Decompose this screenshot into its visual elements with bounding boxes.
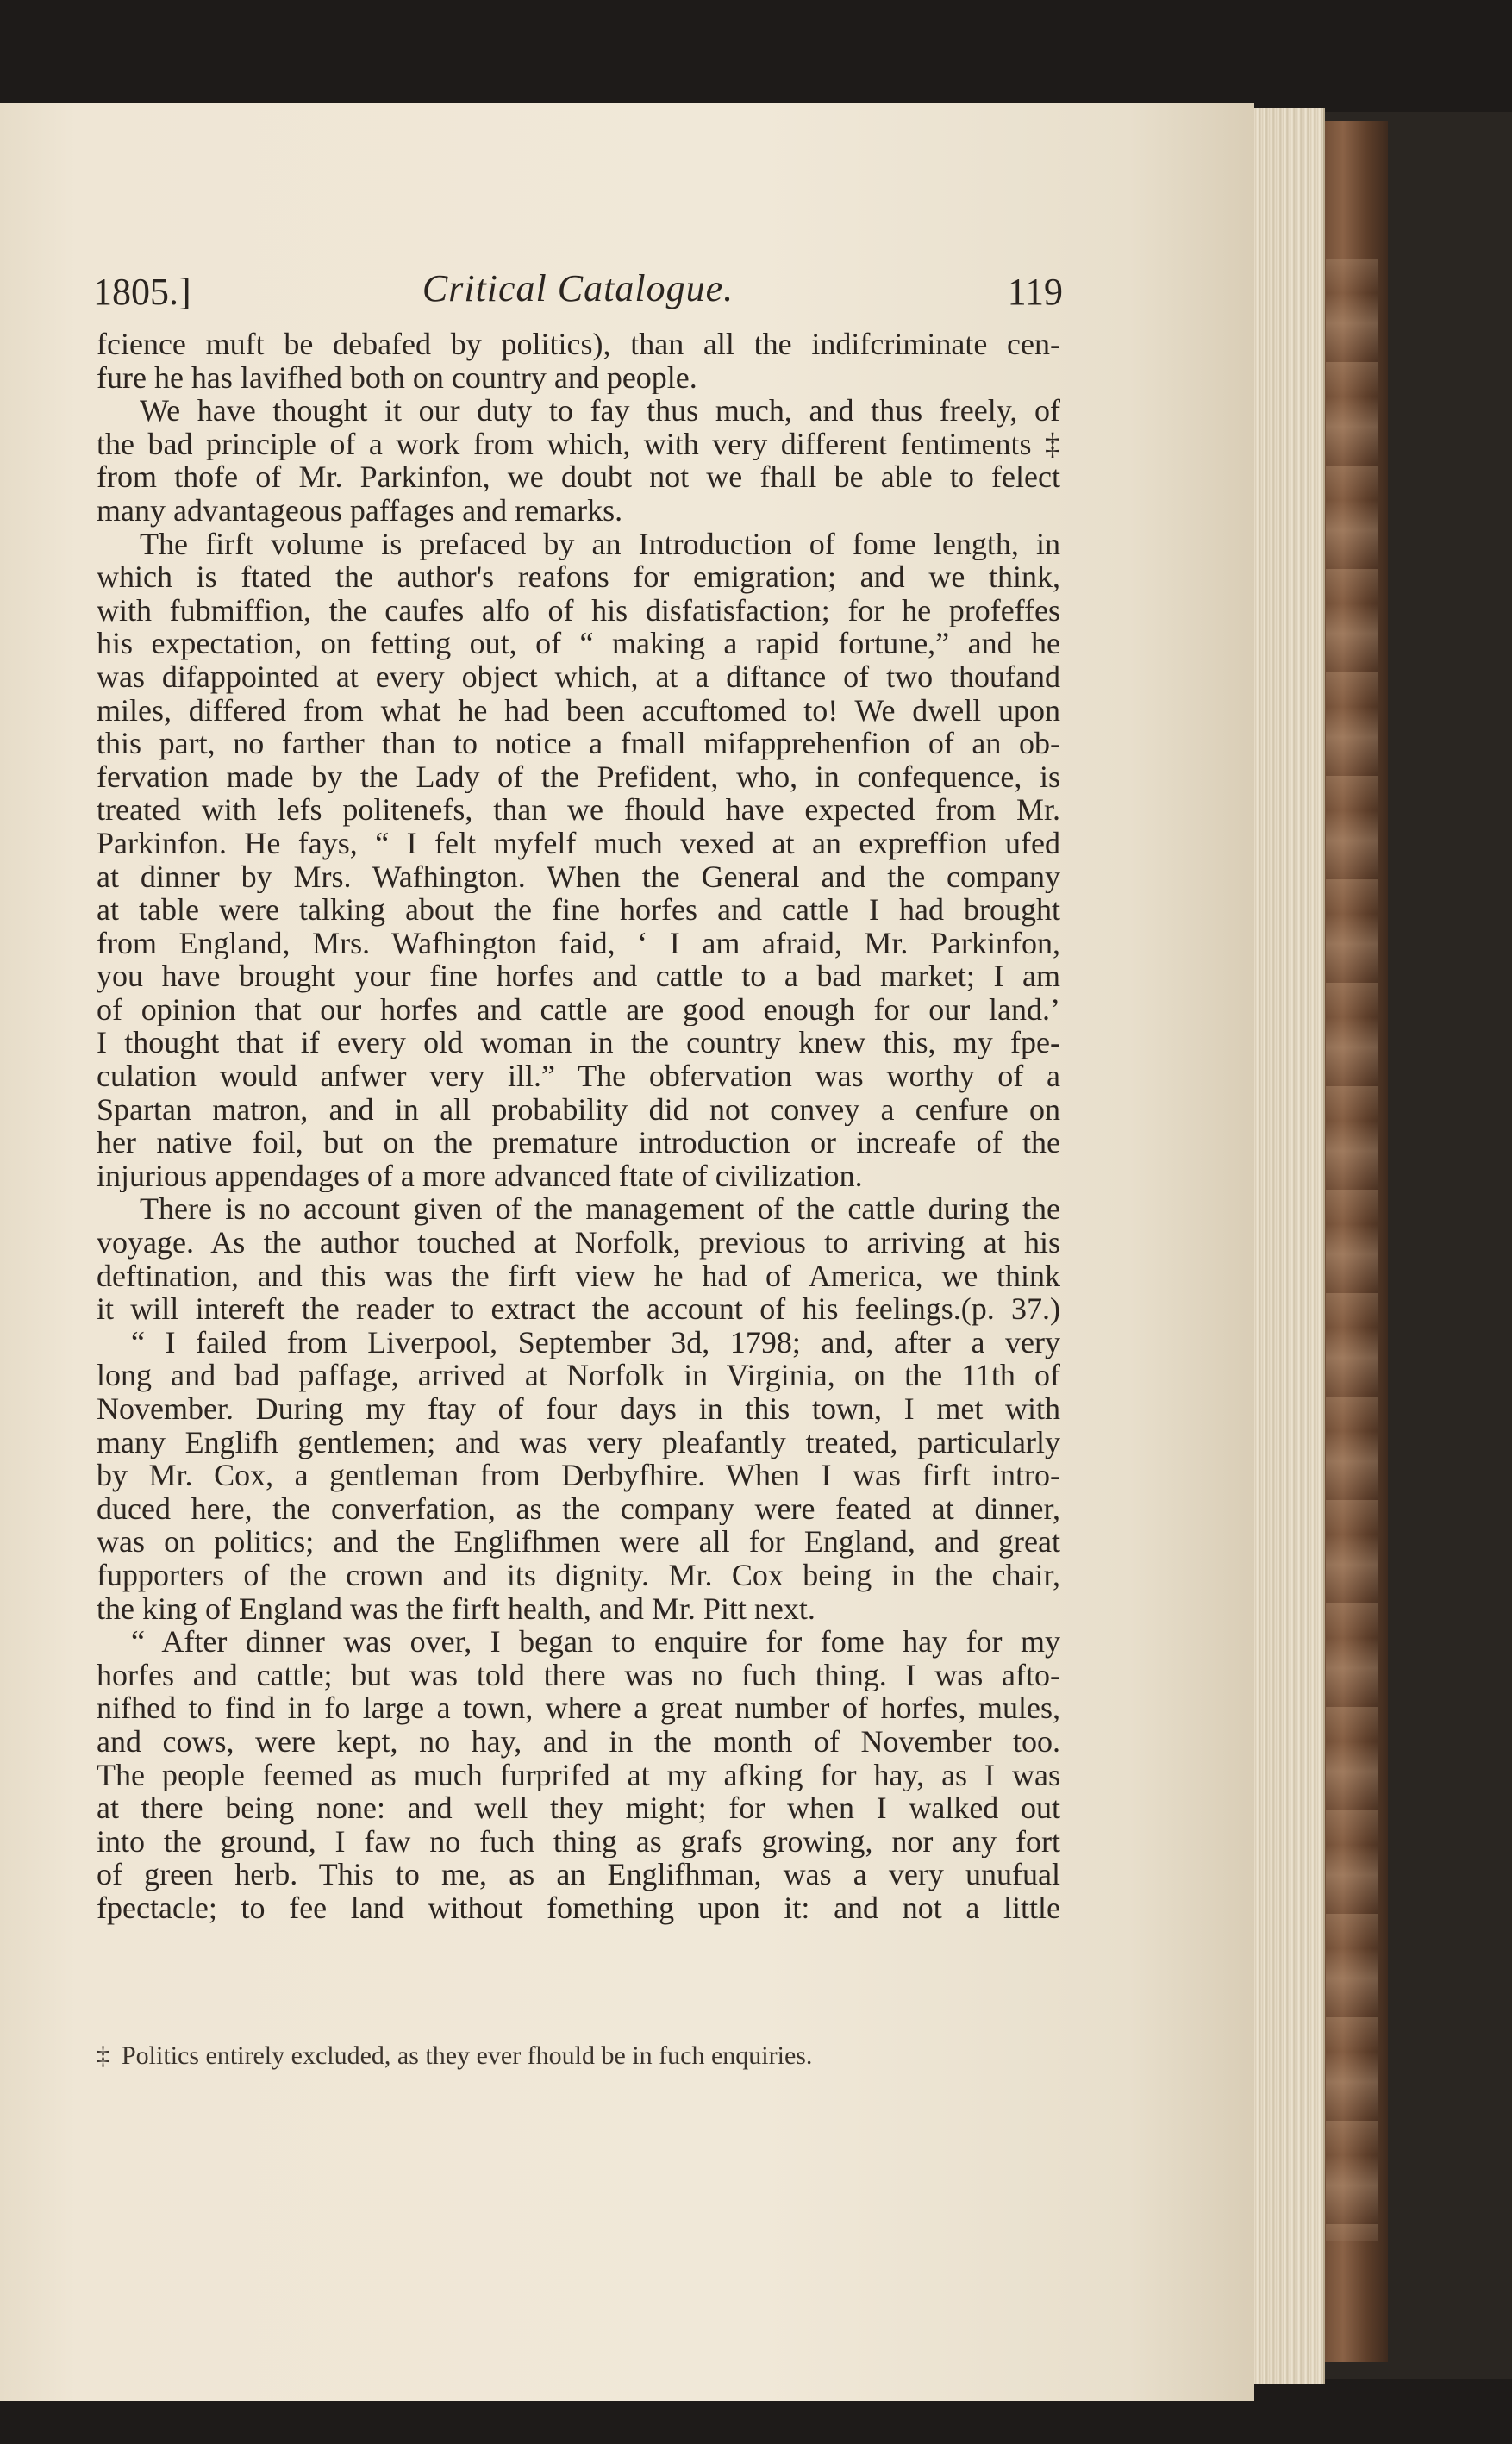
running-header — [93, 263, 1063, 323]
page-number: 119 — [1007, 271, 1063, 313]
text-line: many Englifh gentlemen; and was very pleafantly treated, particularly — [97, 1425, 1060, 1460]
body-text — [97, 328, 1060, 1925]
header-year: 1805.] — [93, 271, 191, 313]
text-line: deftination, and this was the firft view he had of America, we think — [97, 1259, 1060, 1293]
text-line: his expectation, on fetting out, of “ making a rapid fortune,” and he — [97, 627, 1060, 660]
text-line: was difappointed at every object which, at a diftance of two thoufand — [97, 659, 1060, 694]
text-line: with fubmiffion, the caufes alfo of his disfatisfaction; for he profeffes — [97, 593, 1060, 628]
text-line: There is no account given of the management of the cattle during the — [140, 1192, 1060, 1227]
text-line: fpectacle; to fee land without fomething upon it: and not a little — [97, 1891, 1060, 1925]
text-line: you have brought your fine horfes and cattle to a bad market; I am — [97, 959, 1060, 993]
text-line: of opinion that our horfes and cattle are good enough for our land.’ — [97, 992, 1060, 1027]
text-line: nifhed to find in fo large a town, where a great number of horfes, mules, — [97, 1691, 1060, 1725]
text-line: of green herb. This to me, as an Englifhman, was a very unufual — [97, 1858, 1060, 1891]
text-line: from thofe of Mr. Parkinfon, we doubt not we fhall be able to felect — [97, 460, 1060, 494]
text-line: at table were talking about the fine horfes and cattle I had brought — [97, 893, 1060, 927]
text-line: fcience muft be debafed by politics), than all the indifcriminate cen- — [97, 328, 1060, 361]
text-line: long and bad paffage, arrived at Norfolk in Virginia, on the 11th of — [97, 1359, 1060, 1392]
text-line: voyage. As the author touched at Norfolk, previous to arriving at his — [97, 1226, 1060, 1260]
text-line: Spartan matron, and in all probability did not convey a cenfure on — [97, 1092, 1060, 1127]
text-line: treated with lefs politenefs, than we fhould have expected from Mr. — [97, 793, 1060, 827]
backdrop-top — [0, 0, 1512, 112]
text-line: “ I failed from Liverpool, September 3d, 1798; and, after a very — [131, 1325, 1060, 1360]
footnote-mark: ‡ — [97, 2041, 109, 2070]
header-title: Critical Catalogue. — [422, 267, 734, 309]
footnote — [97, 2041, 1045, 2071]
text-line: her native foil, but on the premature introduction or increafe of the — [97, 1126, 1060, 1159]
text-line: from England, Mrs. Wafhington faid, ‘ I am afraid, Mr. Parkinfon, — [97, 926, 1060, 960]
text-line: The people feemed as much furprifed at my afking for hay, as I was — [97, 1758, 1060, 1792]
text-line: miles, differed from what he had been accuftomed to! We dwell upon — [97, 693, 1060, 728]
footnote-text: Politics entirely excluded, as they ever fhould be in fuch enquiries. — [122, 2041, 813, 2070]
text-line: fure he has lavifhed both on country and people. — [97, 360, 697, 395]
text-line: by Mr. Cox, a gentleman from Derbyfhire. When I was firft intro- — [97, 1459, 1060, 1492]
text-line: fervation made by the Lady of the Prefident, who, in confequence, is — [97, 759, 1060, 794]
text-line: Parkinfon. He fays, “ I felt myfelf much vexed at an expreffion ufed — [97, 826, 1060, 860]
text-line: into the ground, I faw no fuch thing as grafs growing, nor any fort — [97, 1824, 1060, 1859]
text-line: the king of England was the firft health, and Mr. Pitt next. — [97, 1591, 815, 1626]
text-line: this part, no farther than to notice a fmall mifapprehenfion of an ob- — [97, 727, 1060, 760]
text-line: We have thought it our duty to fay thus much, and thus freely, of — [140, 394, 1060, 428]
text-line: The firft volume is prefaced by an Introduction of fome length, in — [140, 527, 1060, 561]
text-line: injurious appendages of a more advanced ftate of civilization. — [97, 1159, 863, 1193]
text-line: November. During my ftay of four days in this town, I met with — [97, 1392, 1060, 1426]
text-line: duced here, the converfation, as the company were feated at dinner, — [97, 1491, 1060, 1526]
text-line: at there being none: and well they might; for when I walked out — [97, 1791, 1060, 1825]
text-line: fupporters of the crown and its dignity. Mr. Cox being in the chair, — [97, 1558, 1060, 1592]
text-line: many advantageous paffages and remarks. — [97, 493, 623, 528]
text-line: horfes and cattle; but was told there was no fuch thing. I was afto- — [97, 1658, 1060, 1692]
text-line: I thought that if every old woman in the country knew this, my fpe- — [97, 1026, 1060, 1060]
cover-texture — [1326, 259, 1378, 2241]
text-line: at dinner by Mrs. Wafhington. When the General and the company — [97, 859, 1060, 894]
text-line: the bad principle of a work from which, with very different fentiments ‡ — [97, 427, 1060, 461]
text-line: was on politics; and the Englifhmen were all for England, and great — [97, 1525, 1060, 1559]
text-line: culation would anfwer very ill.” The obfervation was worthy of a — [97, 1059, 1060, 1093]
text-line: and cows, were kept, no hay, and in the month of November too. — [97, 1724, 1060, 1759]
text-line: which is ftated the author's reafons for emigration; and we think, — [97, 560, 1060, 594]
text-line: it will intereft the reader to extract the account of his feelings.(p. 37.) — [97, 1292, 1060, 1326]
text-line: “ After dinner was over, I began to enquire for fome hay for my — [131, 1625, 1060, 1659]
